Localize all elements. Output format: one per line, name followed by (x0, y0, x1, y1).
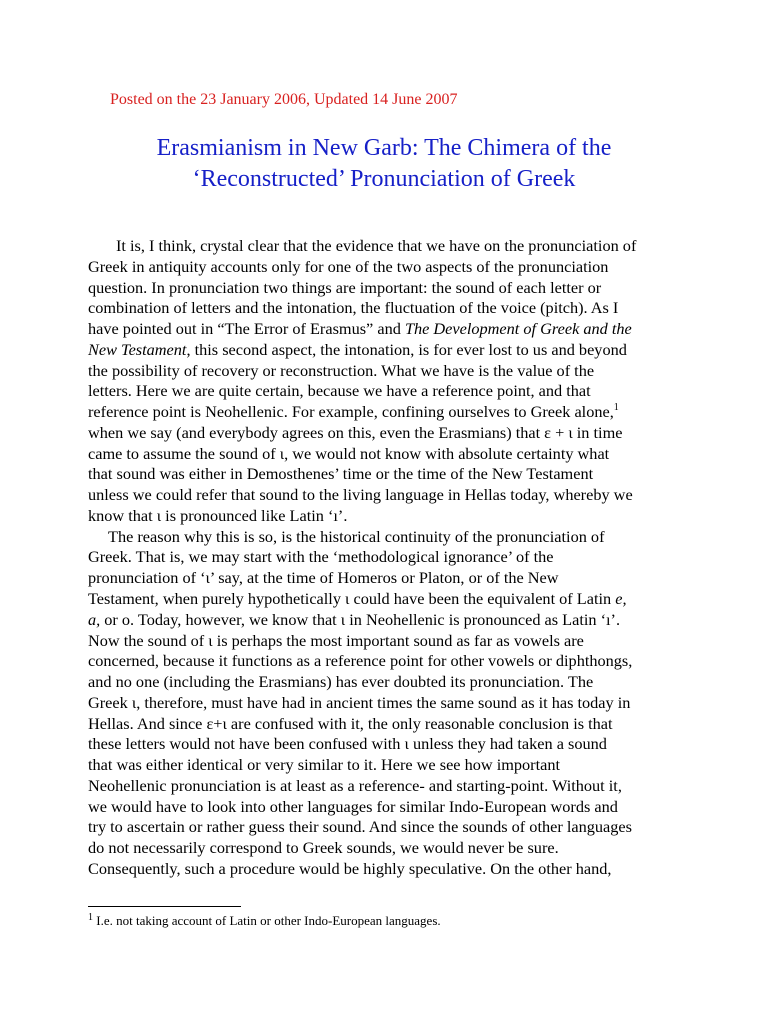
italic-text: The Development of Greek and the (404, 319, 632, 339)
italic-text: e, (615, 589, 627, 609)
footnote-divider (88, 906, 241, 907)
text-line: and no one (including the Erasmians) has ever doubted its pronunciation. The (88, 672, 594, 692)
text-line: unless we could refer that sound to the living language in Hellas today, whereby we (88, 485, 633, 505)
text-line: the possibility of recovery or reconstruction. What we have is the value of the (88, 360, 595, 380)
text-line: try to ascertain or rather guess their sound. And since the sounds of other languages (88, 817, 632, 837)
text-line: know that ι is pronounced like Latin ‘ı’. (88, 505, 348, 525)
posted-date: Posted on the 23 January 2006, Updated 14 June 2007 (110, 91, 458, 108)
text-line: that was either identical or very similar to it. Here we see how important (88, 755, 561, 775)
text-line: Neohellenic pronunciation is at least as a reference- and starting-point. Without it, (88, 775, 622, 795)
text-line: Greek ι, therefore, must have had in ancient times the same sound as it has today in (88, 692, 631, 712)
title-line: ‘Reconstructed’ Pronunciation of Greek (192, 166, 576, 192)
text-line: reference point is Neohellenic. For example, confining ourselves to Greek alone,$^1$ (88, 402, 619, 422)
italic-text: New Testament (88, 339, 187, 359)
text-line: Consequently, such a procedure would be highly speculative. On the other hand, (88, 858, 612, 878)
text-line: letters. Here we are quite certain, because we have a reference point, and that (88, 381, 591, 401)
text-line: concerned, because it functions as a reference point for other vowels or diphthongs, (88, 651, 633, 671)
text-line: came to assume the sound of ι, we would not know with absolute certainty what (88, 443, 610, 463)
footnote-text: I.e. not taking account of Latin or other Indo-European languages. (93, 913, 441, 928)
text-line: pronunciation of ‘ι’ say, at the time of Homeros or Platon, or of the New (88, 568, 559, 588)
text-line: have pointed out in “The Error of Erasmus” and The Development of Greek and the (88, 319, 632, 339)
text-line: Now the sound of ι is perhaps the most important sound as far as vowels are (88, 630, 584, 650)
text-line: we would have to look into other languages for similar Indo-European words and (88, 796, 618, 816)
text-line: Greek in antiquity accounts only for one of the two aspects of the pronunciation (88, 256, 609, 276)
text-line: that sound was either in Demosthenes’ time or the time of the New Testament (88, 464, 594, 484)
text-line: Hellas. And since ε+ι are confused with it, the only reasonable conclusion is that (88, 713, 613, 733)
text-line: a, or o. Today, however, we know that ι in Neohellenic is pronounced as Latin ‘ı’. (88, 609, 621, 629)
text-line: combination of letters and the intonation, the fluctuation of the voice (pitch). As I (88, 298, 619, 318)
article-body (88, 236, 636, 880)
text-line: when we say (and everybody agrees on this, even the Erasmians) that ε + ι in time (88, 422, 623, 442)
text-line: Greek. That is, we may start with the ‘methodological ignorance’ of the (88, 547, 554, 567)
text-line: Testament, when purely hypothetically ι could have been the equivalent of Latin e, (88, 589, 627, 609)
text-line: New Testament, this second aspect, the intonation, is for ever lost to us and beyond (88, 339, 627, 359)
page-title (80, 133, 688, 195)
footnote-marker: 1 (88, 912, 93, 923)
text-line: question. In pronunciation two things are important: the sound of each letter or (88, 277, 602, 297)
text-line: these letters would not have been confused with ι unless they had taken a sound (88, 734, 607, 754)
paragraph-2 (88, 527, 636, 880)
paragraph-1 (88, 236, 636, 527)
text-line: It is, I think, crystal clear that the evidence that we have on the pronunciation of (116, 236, 637, 255)
title-line: Erasmianism in New Garb: The Chimera of the (156, 135, 612, 161)
italic-text: a, (88, 609, 101, 629)
footnote-reference[interactable]: 1 (613, 402, 619, 414)
text-line: do not necessarily correspond to Greek sounds, we would never be sure. (88, 838, 559, 858)
footnote (88, 913, 441, 929)
text-line: The reason why this is so, is the historical continuity of the pronunciation of (108, 526, 605, 546)
